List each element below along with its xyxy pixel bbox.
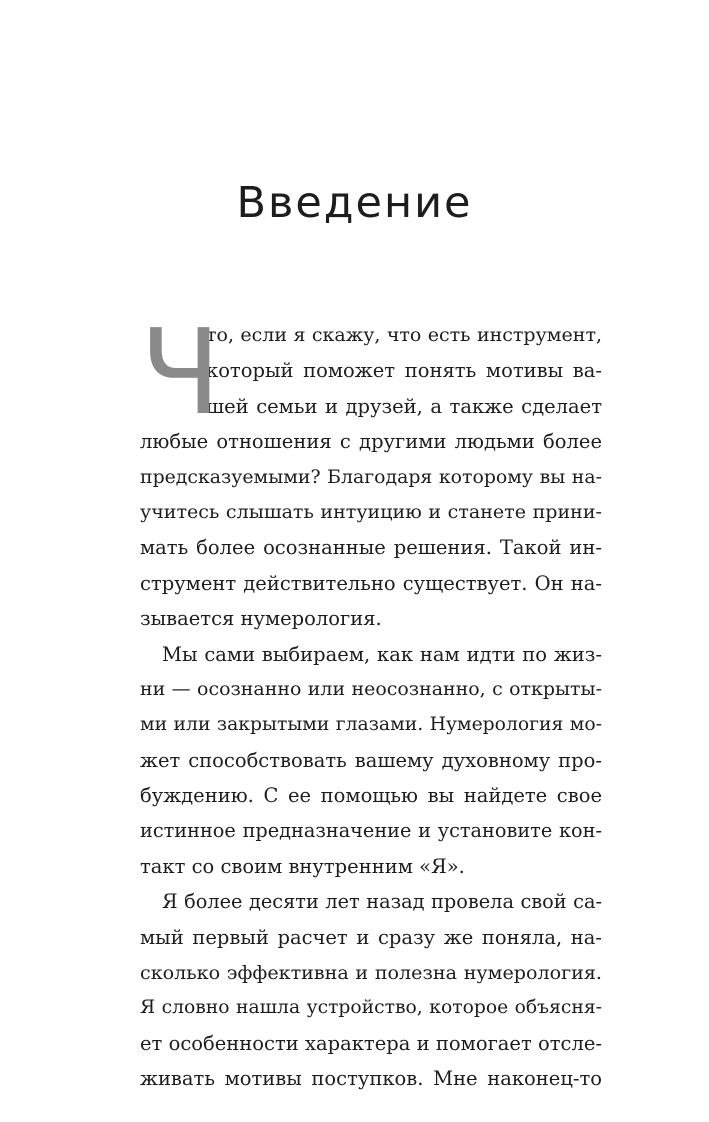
text-line: мать более осознанные решения. Такой ин- bbox=[140, 536, 602, 560]
text-line: живать мотивы поступков. Мне наконец-то bbox=[140, 1067, 602, 1091]
text-line: струмент действительно существует. Он на- bbox=[140, 571, 602, 595]
text-line: сколько эффективна и полезна нумерология. bbox=[140, 961, 602, 985]
text-line: шей семьи и друзей, а также сделает bbox=[206, 394, 602, 418]
chapter-title: Введение bbox=[236, 178, 473, 228]
paragraph-2 bbox=[140, 637, 602, 885]
text-line: предсказуемыми? Благодаря которому вы на- bbox=[140, 465, 602, 488]
text-line: буждению. С ее помощью вы найдете свое bbox=[140, 784, 602, 808]
text-line: истинное предназначение и установите кон- bbox=[140, 819, 602, 843]
text-line: ми или закрытыми глазами. Нумерология мо- bbox=[140, 714, 602, 736]
text-line: то, если я скажу, что есть инструмент, bbox=[206, 324, 602, 346]
text-line: любые отношения с другими людьми более bbox=[140, 430, 602, 454]
paragraph-3 bbox=[140, 884, 602, 1096]
text-line: зывается нумерология. bbox=[140, 607, 382, 631]
text-line: Мы сами выбираем, как нам идти по жиз- bbox=[162, 642, 602, 666]
text-line: Я словно нашла устройство, которое объясня- bbox=[140, 997, 602, 1019]
text-line: мый первый расчет и сразу же поняла, на- bbox=[140, 925, 602, 949]
body-text bbox=[140, 303, 602, 1097]
text-line: ни — осознанно или неосознанно, с открыты- bbox=[140, 677, 602, 700]
drop-cap: Ч bbox=[140, 303, 217, 441]
text-line: жет способствовать вашему духовному про- bbox=[140, 748, 602, 772]
text-line: ет особенности характера и помогает отсле- bbox=[140, 1031, 602, 1055]
text-line: учитесь слышать интуицию и станете прини- bbox=[140, 500, 602, 523]
text-line: Я более десяти лет назад провела свой са- bbox=[162, 890, 602, 914]
text-line: такт со своим внутренним «Я». bbox=[140, 854, 465, 878]
text-line: который поможет понять мотивы ва- bbox=[206, 359, 602, 383]
